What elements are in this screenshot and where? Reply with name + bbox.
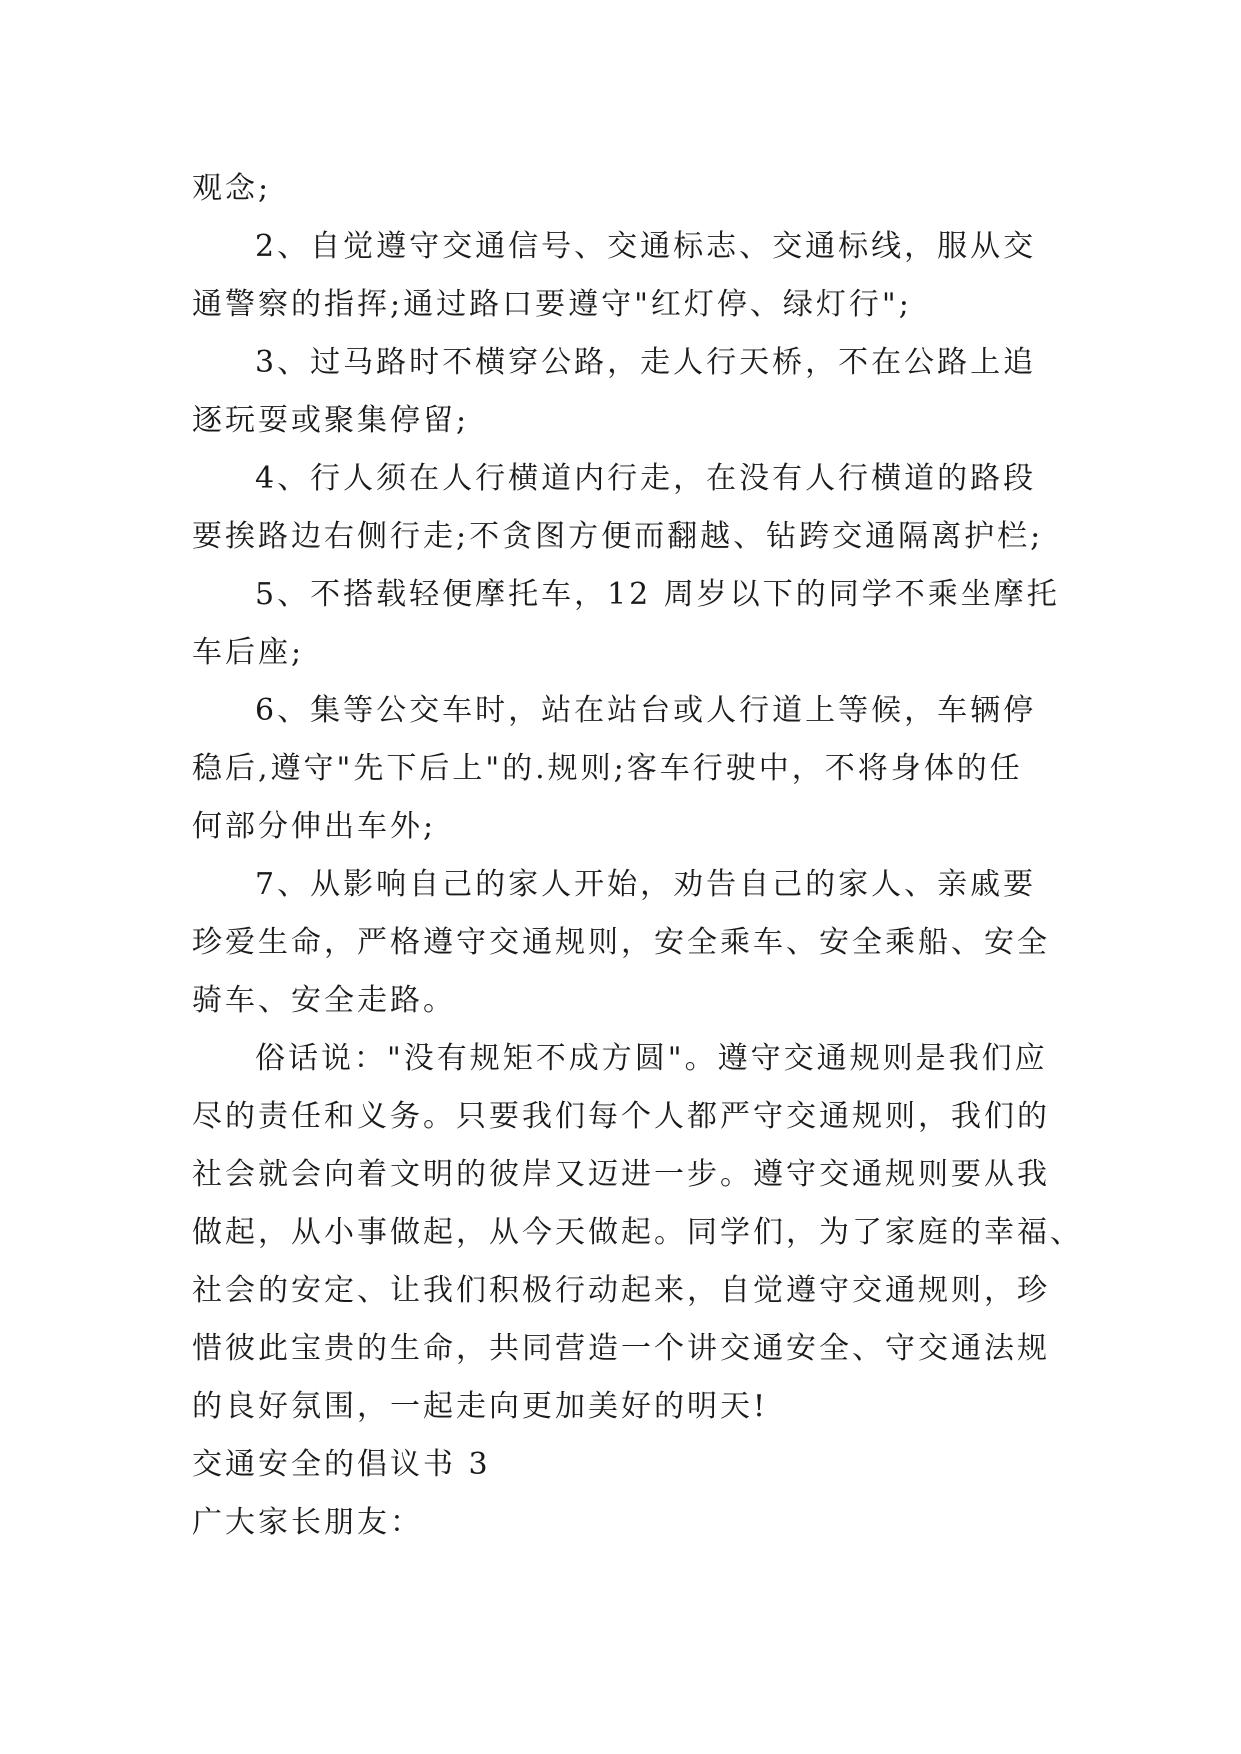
text-line: 稳后,遵守"先下后上"的.规则;客车行驶中，不将身体的任 [192, 751, 1023, 786]
text-line: 车后座; [192, 635, 305, 670]
text-line: 做起，从小事做起，从今天做起。同学们，为了家庭的幸福、 [192, 1215, 1083, 1250]
text-line: 何部分伸出车外; [192, 809, 437, 844]
list-item-4: 4、行人须在人行横道内行走，在没有人行横道的路段 [255, 461, 1037, 496]
text-line: 社会的安定、让我们积极行动起来，自觉遵守交通规则，珍 [192, 1273, 1050, 1308]
document-body [192, 160, 1083, 1552]
section-title: 交通安全的倡议书 3 [192, 1447, 491, 1482]
text-line: 骑车、安全走路。 [192, 983, 456, 1018]
closing-paragraph: 俗话说："没有规矩不成方圆"。遵守交通规则是我们应 [255, 1041, 1048, 1076]
text-line: 逐玩耍或聚集停留; [192, 403, 470, 438]
text-line: 要挨路边右侧行走;不贪图方便而翻越、钻跨交通隔离护栏; [192, 519, 1044, 554]
text-line: 珍爱生命，严格遵守交通规则，安全乘车、安全乘船、安全 [192, 925, 1050, 960]
list-item-3: 3、过马路时不横穿公路，走人行天桥，不在公路上追 [255, 345, 1037, 380]
list-item-7: 7、从影响自己的家人开始，劝告自己的家人、亲戚要 [255, 867, 1037, 902]
text-line: 观念; [192, 171, 272, 206]
list-item-6: 6、集等公交车时，站在站台或人行道上等候，车辆停 [255, 693, 1037, 728]
list-item-5: 5、不搭载轻便摩托车，12 周岁以下的同学不乘坐摩托 [255, 577, 1060, 612]
salutation: 广大家长朋友： [192, 1505, 423, 1540]
text-line: 通警察的指挥;通过路口要遵守"红灯停、绿灯行"; [192, 287, 912, 322]
text-line: 惜彼此宝贵的生命，共同营造一个讲交通安全、守交通法规 [192, 1331, 1050, 1366]
text-line: 的良好氛围，一起走向更加美好的明天! [192, 1389, 769, 1424]
text-line: 尽的责任和义务。只要我们每个人都严守交通规则，我们的 [192, 1099, 1050, 1134]
text-line: 社会就会向着文明的彼岸又迈进一步。遵守交通规则要从我 [192, 1157, 1050, 1192]
list-item-2: 2、自觉遵守交通信号、交通标志、交通标线，服从交 [255, 229, 1037, 264]
